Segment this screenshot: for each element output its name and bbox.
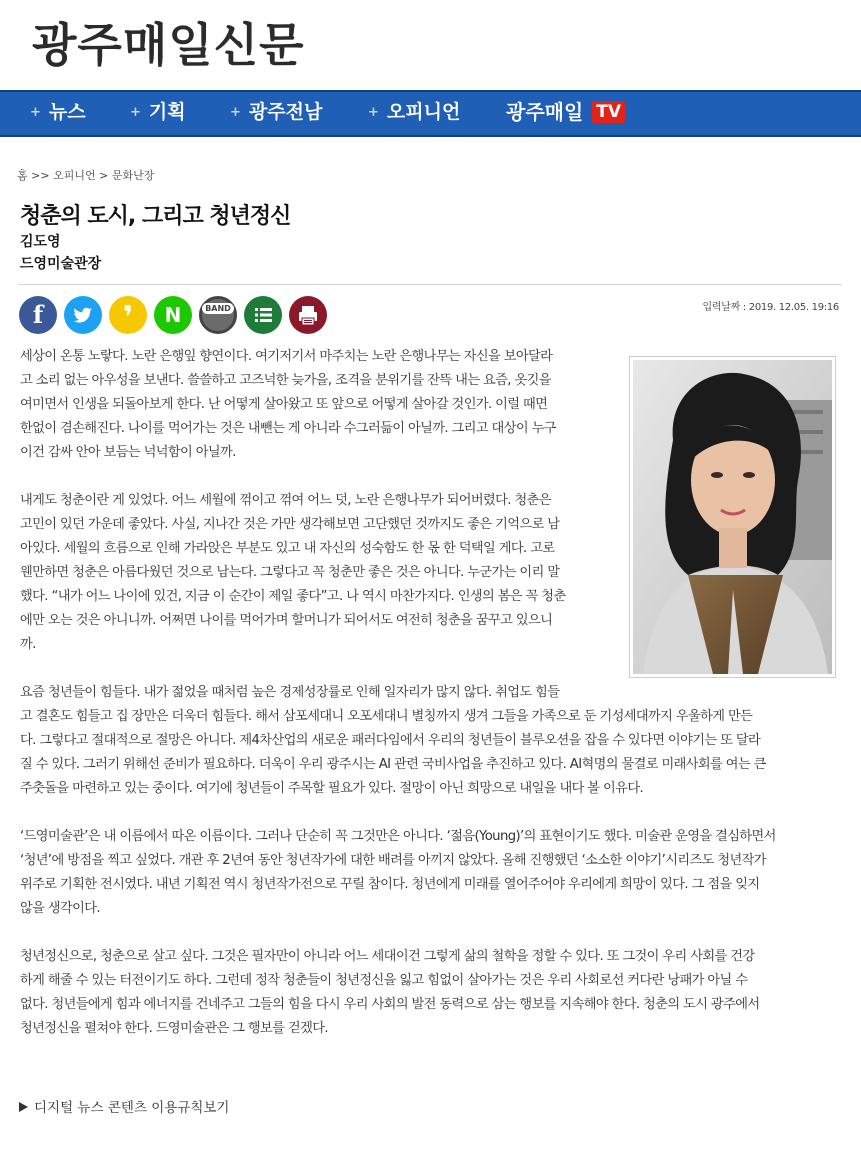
- content-terms-link[interactable]: 디지털 뉴스 콘텐츠 이용규칙보기: [19, 1096, 229, 1116]
- plus-icon: +: [30, 105, 41, 120]
- breadcrumb-section[interactable]: 오피니언: [53, 169, 96, 182]
- triangle-right-icon: [19, 1102, 28, 1112]
- plus-icon: +: [130, 105, 141, 120]
- nav-item-news[interactable]: + 뉴스: [30, 101, 86, 123]
- nav-item-feature[interactable]: + 기획: [130, 101, 186, 123]
- kakaostory-share-icon[interactable]: ❜: [109, 296, 147, 334]
- twitter-share-icon[interactable]: [64, 296, 102, 334]
- article-body: [20, 345, 847, 1065]
- plus-icon: +: [230, 105, 241, 120]
- article-paragraph: 내게도 청춘이란 게 있었다. 어느 세월에 꺾이고 꺾여 어느 덧, 노란 은행나무가 되어버렸다. 청춘은 고민이 있던 가운데 좋았다. 사실, 지나간 것은 가만 생각해보면 고단했던 것까지도 좋은 기억으로 남 아있다. 세월의 흐름으로 인해 가라앉은 부분도 있고 내 자신의 성숙함도 한 몫 한 덕택일 게다. 고로 웬만하면 청춘은 아름다웠던 것으로 남는다. 그렇다고 꼭 청춘만 좋은 것은 아니다. 누군가는 이리 말 했다. “내가 어느 나이에 있건, 지금 이 순간이 제일 좋다”고. 나 역시 마찬가지다. 인생의 봄은 꼭 청춘 에만 오는 것은 아니니까. 어쩌면 나이를 먹어가며 할머니가 되어서도 여전히 청춘을 꿈꾸고 있으니 까.: [20, 493, 566, 652]
- breadcrumb-subsection[interactable]: 문화난장: [111, 169, 155, 182]
- naver-share-icon[interactable]: N: [154, 296, 192, 334]
- article-headline: 청춘의 도시, 그리고 청년정신: [20, 204, 291, 229]
- twitter-bird-icon: [64, 296, 102, 334]
- article-paragraph: 세상이 온통 노랗다. 노란 은행잎 향연이다. 여기저기서 마주치는 노란 은행나무는 자신을 보아달라 고 소리 없는 아우성을 보낸다. 쓸쓸하고 고즈넉한 늦가을, 조격을 분위기를 잔뜩 내는 요즘, 옷깃을 여미면서 인생을 되돌아보게 한다. 난 어떻게 살아왔고 또 앞으로 어떻게 살아갈 것인가. 이럴 때면 한없이 겸손해진다. 나이를 먹어가는 것은 내뺀는 게 아니라 수그러듦이 아닐까. 그리고 대상이 누구 이건 감싸 안아 보듬는 넉넉함이 아닐까.: [20, 349, 556, 460]
- breadcrumb: 홈 >> 오피니언 > 문화난장: [17, 169, 155, 182]
- list-icon[interactable]: [244, 296, 282, 334]
- masthead: [0, 0, 861, 90]
- publish-date: 입력날짜 : 2019. 12.05. 19:16: [702, 302, 839, 313]
- nav-item-opinion[interactable]: + 오피니언: [368, 101, 461, 123]
- breadcrumb-home[interactable]: 홈: [17, 169, 28, 182]
- article-author-title: 드영미술관장: [20, 256, 102, 272]
- main-nav: [0, 90, 861, 137]
- print-icon[interactable]: [289, 296, 327, 334]
- facebook-share-icon[interactable]: f: [19, 296, 57, 334]
- site-logo[interactable]: 광주매일신문: [32, 18, 305, 72]
- nav-item-gwangju-jeonnam[interactable]: + 광주전남: [230, 101, 323, 123]
- list-lines-icon: [244, 296, 282, 334]
- article-paragraph: 청년정신으로, 청춘으로 살고 싶다. 그것은 필자만이 아니라 어느 세대이건 그렇게 삶의 철학을 정할 수 있다. 또 그것이 우리 사회를 건강 하게 해줄 수 있는 터전이기도 하다. 그런데 정작 청춘들이 청년정신을 잃고 힘없이 살아가는 것은 우리 사회로선 커다란 낭패가 아닐 수 없다. 청년들에게 힘과 에너지를 건네주고 그들의 힘을 다시 우리 사회의 발전 동력으로 삼는 행보를 지속해야 한다. 청춘의 도시 광주에서 청년정신을 펼쳐야 한다. 드영미술관은 그 행보를 걷겠다.: [20, 949, 760, 1036]
- nav-item-gwangju-maeil-tv[interactable]: 광주매일 TV: [506, 92, 625, 135]
- plus-icon: +: [368, 105, 379, 120]
- printer-icon: [289, 296, 327, 334]
- article-paragraph: ‘드영미술관’은 내 이름에서 따온 이름이다. 그러나 단순히 꼭 그것만은 아니다. ‘젊음(Young)’의 표현이기도 했다. 미술관 운영을 결심하면서 ‘청년’에 방점을 찍고 싶었다. 개관 후 2년여 동안 청년작가에 대한 배려를 아끼지 않았다. 올해 진행했던 ‘소소한 이야기’시리즈도 청년작가 위주로 기획한 전시였다. 내년 기획전 역시 청년작가전으로 꾸릴 참이다. 청년에게 미래를 열어주어야 우리에게 희망이 있다. 그 점을 잊지 않을 생각이다.: [20, 829, 776, 916]
- band-share-icon[interactable]: BAND: [199, 296, 237, 334]
- article-author: 김도영: [20, 234, 61, 250]
- tv-badge: TV: [592, 101, 625, 123]
- article-paragraph: 요즘 청년들이 힘들다. 내가 젊었을 때처럼 높은 경제성장률로 인해 일자리가 많지 않다. 취업도 힘들 고 결혼도 힘들고 집 장만은 더욱더 힘들다. 해서 삼포세대니 오포세대니 별칭까지 생겨 그들을 가족으로 둔 기성세대까지 우울하게 만든 다. 그렇다고 절대적으로 절망은 아니다. 제4차산업의 새로운 패러다임에서 우리의 청년들이 블루오션을 잡을 수 있다면 이야기는 또 달라 질 수 있다. 그러기 위해선 준비가 필요하다. 더욱이 우리 광주시는 AI 관련 국비사업을 추진하고 있다. AI혁명의 물결로 미래사회를 여는 큰 주춧돌을 마련하고 있는 중이다. 여기에 청년들이 주목할 필요가 있다. 절망이 아닌 희망으로 내일을 내다 볼 이유다.: [20, 685, 766, 796]
- header-divider: [18, 284, 842, 285]
